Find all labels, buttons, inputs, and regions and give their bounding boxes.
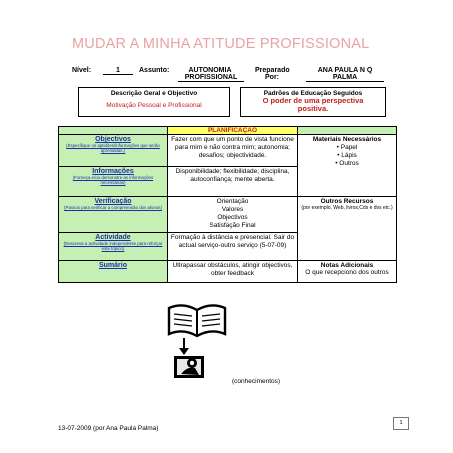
materials-header: Materiais Necessários	[312, 136, 382, 143]
level-label: Nível:	[72, 67, 92, 74]
planning-header: PLANIFICAÇÃO	[168, 127, 298, 135]
row-objectives-label-cell	[59, 135, 168, 167]
description-box	[78, 87, 230, 117]
information-label: Informações	[92, 168, 134, 175]
materials-list	[300, 144, 394, 168]
verification-sub: (Passos para verificar a compreensão dos alunos)	[64, 205, 162, 210]
verification-line: Valores	[221, 206, 244, 213]
subject-value-line2: PROFISSIONAL	[178, 74, 244, 82]
notes-header: Notas Adicionais	[320, 262, 374, 269]
objectives-content: Fazer com que um ponto de vista funcione para mim e não contra mim; autonomia; desafios; objectividade.	[168, 135, 298, 167]
prepared-label-line2: Por:	[265, 74, 279, 81]
activity-label: Actividade	[95, 234, 131, 241]
information-content: Disponibilidade; flexibilidade; disciplina, autoconfiança; mente aberta.	[168, 167, 298, 197]
summary-label: Sumário	[98, 262, 127, 269]
knowledge-illustration	[165, 300, 230, 382]
arrow-down-icon	[179, 338, 189, 355]
open-book-icon	[169, 305, 225, 336]
verification-line: Satisfação Final	[209, 222, 256, 229]
information-sub: (Forneça e/ou demonstre as informações necessárias)	[72, 175, 154, 185]
standards-box	[240, 87, 386, 117]
page-number: 1	[393, 417, 409, 430]
notes-text: O que recepciono dos outros	[305, 269, 389, 276]
description-text: Motivação Pessoal e Profissional	[106, 102, 202, 109]
objectives-sub: (Especifique os aptidões/informações que serão aprendidas.)	[66, 143, 160, 153]
subject-value-line1: AUTONOMIA	[188, 67, 232, 74]
prepared-value-line1: ANA PAULA N Q	[317, 67, 373, 74]
verification-line: Objectivos	[217, 214, 248, 221]
level-value: 1	[103, 67, 133, 75]
activity-sub: (Descreva a actividade independente para reforçar este tópico)	[63, 241, 163, 251]
page-title: MUDAR A MINHA ATITUDE PROFISSIONAL	[72, 36, 370, 52]
verification-content	[168, 197, 298, 233]
verification-line: Orientação	[216, 198, 249, 205]
row-activity-label-cell	[59, 233, 168, 261]
description-header: Descrição Geral e Objectivo	[110, 90, 198, 97]
planning-table	[58, 126, 397, 283]
standards-text-line2: positiva.	[297, 104, 329, 113]
person-icon	[174, 356, 204, 378]
materials-cell	[298, 135, 397, 197]
row-summary-label-cell	[59, 261, 168, 283]
verification-label: Verificação	[94, 198, 132, 205]
subject-label: Assunto:	[139, 67, 170, 74]
material-item: • Papel	[300, 144, 394, 152]
activity-content: Formação à distância e presencial. Sair do actual serviço-outro serviço (5-07-09)	[168, 233, 298, 261]
standards-text-line1: O poder de uma perspectiva	[262, 96, 364, 105]
summary-content: Ultrapassar obstáculos, atingir objectivos, obter feedback	[168, 261, 298, 283]
row-information-label-cell	[59, 167, 168, 197]
standards-header: Padrões de Educação Seguidos	[263, 90, 363, 97]
material-item: • Lápis	[300, 152, 394, 160]
resources-cell	[298, 197, 397, 261]
resources-text: (por exemplo, Web, livros,Cds e dvs etc.)	[301, 205, 393, 211]
resources-header: Outros Recursos	[320, 198, 374, 205]
row-verification-label-cell	[59, 197, 168, 233]
objectives-label: Objectivos	[95, 136, 131, 143]
prepared-value-line2: PALMA	[306, 74, 384, 82]
prepared-label-line1: Preparado	[255, 67, 290, 74]
notes-cell	[298, 261, 397, 283]
footer-text: 13-07-2009 (por Ana Paula Palma)	[58, 425, 159, 432]
illustration-caption: (conhecimentos)	[232, 378, 281, 385]
material-item: • Outros	[300, 160, 394, 168]
